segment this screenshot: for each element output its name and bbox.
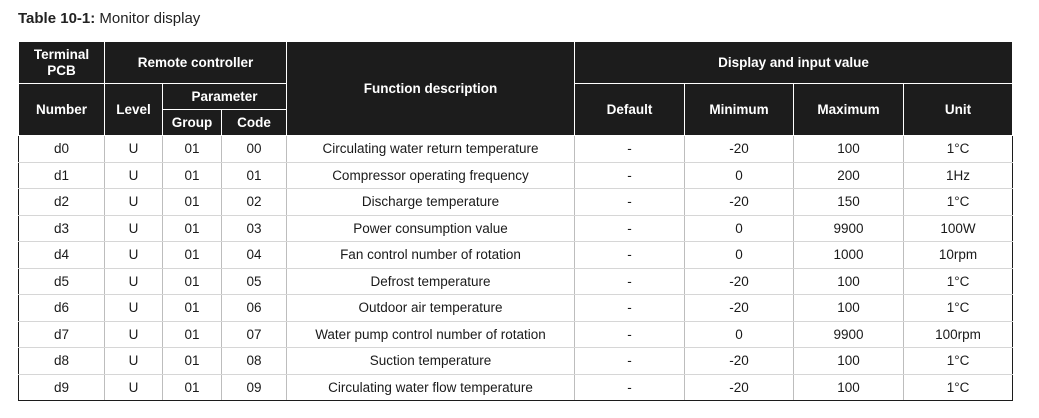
cell-default: -: [575, 162, 685, 189]
cell-number: d7: [19, 321, 105, 348]
cell-function: Outdoor air temperature: [287, 295, 575, 322]
cell-maximum: 9900: [794, 215, 904, 242]
cell-number: d4: [19, 242, 105, 269]
header-parameter: Parameter: [163, 84, 287, 110]
table-body: [19, 136, 1013, 401]
cell-minimum: -20: [685, 189, 794, 216]
cell-maximum: 100: [794, 295, 904, 322]
header-maximum: Maximum: [794, 84, 904, 136]
header-default: Default: [575, 84, 685, 136]
cell-maximum: 100: [794, 268, 904, 295]
table-row: [19, 189, 1013, 216]
cell-level: U: [105, 348, 163, 375]
cell-default: -: [575, 295, 685, 322]
cell-level: U: [105, 162, 163, 189]
header-display-input-value: Display and input value: [575, 42, 1013, 84]
cell-function: Discharge temperature: [287, 189, 575, 216]
cell-function: Circulating water flow temperature: [287, 374, 575, 401]
cell-number: d6: [19, 295, 105, 322]
cell-code: 03: [222, 215, 287, 242]
cell-default: -: [575, 268, 685, 295]
header-unit: Unit: [904, 84, 1013, 136]
cell-number: d9: [19, 374, 105, 401]
header-function-description: Function description: [287, 42, 575, 136]
cell-level: U: [105, 268, 163, 295]
cell-function: Compressor operating frequency: [287, 162, 575, 189]
cell-code: 09: [222, 374, 287, 401]
header-minimum: Minimum: [685, 84, 794, 136]
cell-minimum: 0: [685, 321, 794, 348]
cell-code: 01: [222, 162, 287, 189]
cell-minimum: -20: [685, 268, 794, 295]
table-caption-title: Monitor display: [99, 10, 201, 27]
cell-number: d5: [19, 268, 105, 295]
table-row: [19, 321, 1013, 348]
cell-minimum: 0: [685, 162, 794, 189]
cell-number: d1: [19, 162, 105, 189]
cell-unit: 1°C: [904, 189, 1013, 216]
cell-maximum: 200: [794, 162, 904, 189]
cell-unit: 1°C: [904, 295, 1013, 322]
table-row: [19, 295, 1013, 322]
cell-group: 01: [163, 321, 222, 348]
cell-number: d3: [19, 215, 105, 242]
cell-function: Water pump control number of rotation: [287, 321, 575, 348]
cell-code: 02: [222, 189, 287, 216]
cell-code: 08: [222, 348, 287, 375]
cell-group: 01: [163, 215, 222, 242]
cell-function: Suction temperature: [287, 348, 575, 375]
cell-code: 06: [222, 295, 287, 322]
cell-minimum: -20: [685, 374, 794, 401]
cell-number: d8: [19, 348, 105, 375]
cell-default: -: [575, 136, 685, 163]
cell-code: 00: [222, 136, 287, 163]
cell-function: Fan control number of rotation: [287, 242, 575, 269]
cell-unit: 1°C: [904, 136, 1013, 163]
cell-maximum: 100: [794, 136, 904, 163]
cell-group: 01: [163, 162, 222, 189]
cell-maximum: 150: [794, 189, 904, 216]
table-row: [19, 268, 1013, 295]
cell-minimum: 0: [685, 215, 794, 242]
cell-group: 01: [163, 189, 222, 216]
cell-group: 01: [163, 242, 222, 269]
header-group: Group: [163, 110, 222, 136]
cell-level: U: [105, 321, 163, 348]
cell-unit: 1°C: [904, 268, 1013, 295]
cell-unit: 1Hz: [904, 162, 1013, 189]
table-header: [19, 42, 1013, 136]
cell-unit: 1°C: [904, 374, 1013, 401]
table-row: [19, 136, 1013, 163]
cell-number: d0: [19, 136, 105, 163]
cell-maximum: 9900: [794, 321, 904, 348]
cell-maximum: 100: [794, 348, 904, 375]
cell-number: d2: [19, 189, 105, 216]
cell-default: -: [575, 189, 685, 216]
table-row: [19, 348, 1013, 375]
cell-default: -: [575, 321, 685, 348]
cell-level: U: [105, 295, 163, 322]
cell-function: Circulating water return temperature: [287, 136, 575, 163]
cell-level: U: [105, 374, 163, 401]
cell-unit: 10rpm: [904, 242, 1013, 269]
cell-level: U: [105, 242, 163, 269]
cell-code: 04: [222, 242, 287, 269]
cell-group: 01: [163, 268, 222, 295]
table-row: [19, 242, 1013, 269]
header-number: Number: [19, 84, 105, 136]
cell-code: 07: [222, 321, 287, 348]
table-row: [19, 162, 1013, 189]
monitor-display-table: [18, 41, 1013, 401]
cell-unit: 100W: [904, 215, 1013, 242]
cell-minimum: 0: [685, 242, 794, 269]
cell-level: U: [105, 136, 163, 163]
header-remote-controller: Remote controller: [105, 42, 287, 84]
cell-default: -: [575, 215, 685, 242]
cell-default: -: [575, 348, 685, 375]
table-row: [19, 374, 1013, 401]
cell-level: U: [105, 215, 163, 242]
cell-minimum: -20: [685, 348, 794, 375]
header-code: Code: [222, 110, 287, 136]
cell-group: 01: [163, 348, 222, 375]
cell-group: 01: [163, 295, 222, 322]
cell-function: Power consumption value: [287, 215, 575, 242]
table-caption-label: Table 10-1:: [18, 10, 96, 27]
cell-maximum: 1000: [794, 242, 904, 269]
cell-function: Defrost temperature: [287, 268, 575, 295]
cell-unit: 1°C: [904, 348, 1013, 375]
cell-group: 01: [163, 374, 222, 401]
cell-group: 01: [163, 136, 222, 163]
cell-default: -: [575, 242, 685, 269]
cell-code: 05: [222, 268, 287, 295]
cell-maximum: 100: [794, 374, 904, 401]
header-level: Level: [105, 84, 163, 136]
cell-level: U: [105, 189, 163, 216]
cell-default: -: [575, 374, 685, 401]
header-terminal-pcb: Terminal PCB: [19, 42, 105, 84]
table-caption: [18, 10, 200, 27]
cell-minimum: -20: [685, 295, 794, 322]
table-row: [19, 215, 1013, 242]
cell-minimum: -20: [685, 136, 794, 163]
cell-unit: 100rpm: [904, 321, 1013, 348]
